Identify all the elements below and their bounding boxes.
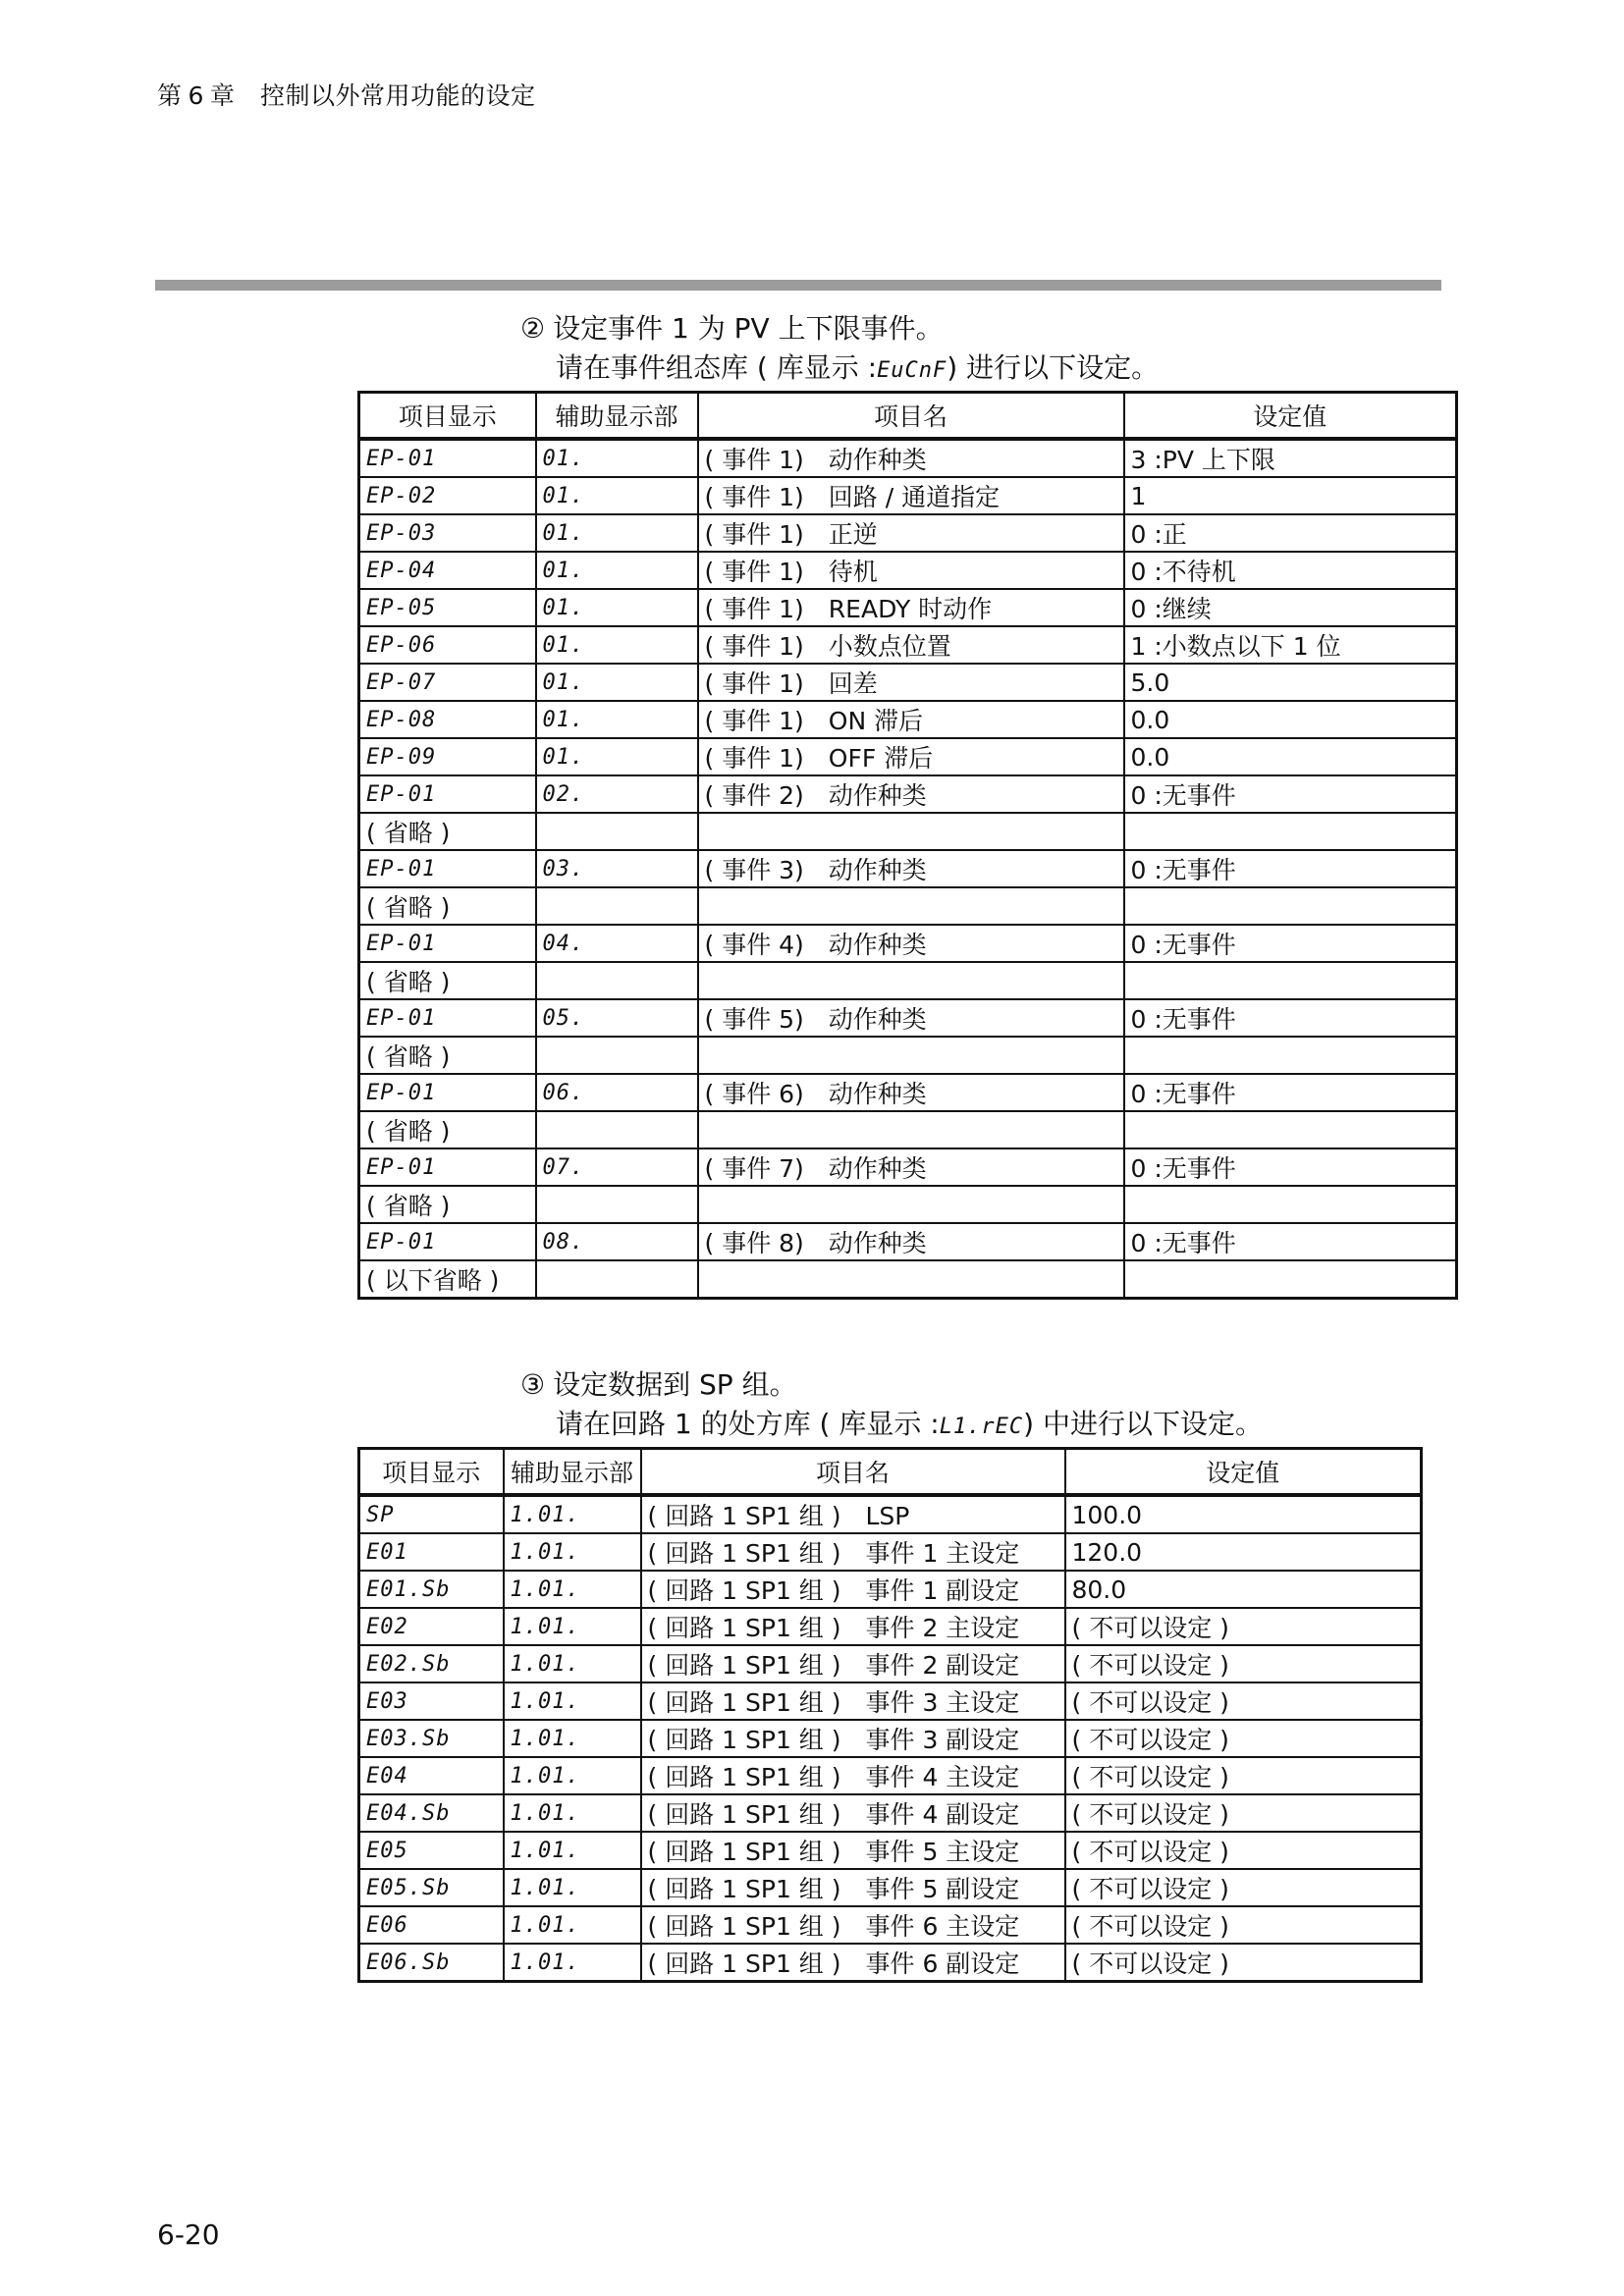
- setting-value-cell: 0 :无事件: [1124, 850, 1457, 887]
- item-name-cell: ( 事件 1) OFF 滞后: [698, 738, 1124, 775]
- table-row: [359, 1495, 1422, 1533]
- aux-display-cell: 1.01.: [504, 1720, 641, 1757]
- table-row: [359, 1720, 1422, 1757]
- aux-display-cell: [536, 813, 698, 850]
- column-header: 辅助显示部: [536, 393, 698, 440]
- setting-value-cell: 100.0: [1065, 1495, 1422, 1533]
- item-name-cell: ( 事件 1) 待机: [698, 552, 1124, 589]
- setting-value-cell: ( 不可以设定 ): [1065, 1944, 1422, 1982]
- column-header: 项目名: [698, 393, 1124, 440]
- aux-display-cell: 01.: [536, 589, 698, 626]
- table-row: [359, 439, 1457, 477]
- aux-display-cell: 01.: [536, 626, 698, 664]
- table-header-row: [359, 1449, 1422, 1496]
- setting-value-cell: 0 :无事件: [1124, 925, 1457, 962]
- table-row: [359, 1148, 1457, 1186]
- aux-display-cell: 08.: [536, 1223, 698, 1260]
- item-display-cell: E01: [359, 1533, 504, 1571]
- item-name-cell: ( 事件 7) 动作种类: [698, 1148, 1124, 1186]
- table-row: [359, 1832, 1422, 1869]
- item-display-cell: E05.Sb: [359, 1869, 504, 1906]
- aux-display-cell: 1.01.: [504, 1757, 641, 1794]
- table-row: [359, 813, 1457, 850]
- column-header: 项目显示: [359, 1449, 504, 1496]
- setting-value-cell: 0.0: [1124, 701, 1457, 738]
- chapter-header: [157, 77, 535, 112]
- setting-value-cell: [1124, 887, 1457, 925]
- item-name-cell: ( 事件 1) ON 滞后: [698, 701, 1124, 738]
- aux-display-cell: 01.: [536, 514, 698, 552]
- item-display-cell: E02.Sb: [359, 1645, 504, 1682]
- aux-display-cell: 07.: [536, 1148, 698, 1186]
- item-display-cell: EP-04: [359, 552, 536, 589]
- aux-display-cell: 05.: [536, 999, 698, 1037]
- item-display-cell: ( 省略 ): [359, 813, 536, 850]
- chapter-suffix: 章: [209, 81, 236, 110]
- setting-value-cell: [1124, 962, 1457, 999]
- aux-display-cell: 04.: [536, 925, 698, 962]
- item-name-cell: ( 回路 1 SP1 组 ) 事件 1 副设定: [641, 1571, 1065, 1608]
- column-header: 设定值: [1065, 1449, 1422, 1496]
- item-display-cell: ( 以下省略 ): [359, 1260, 536, 1299]
- setting-value-cell: 0 :继续: [1124, 589, 1457, 626]
- item-display-cell: ( 省略 ): [359, 887, 536, 925]
- aux-display-cell: [536, 887, 698, 925]
- item-display-cell: ( 省略 ): [359, 1186, 536, 1223]
- table-row: [359, 1571, 1422, 1608]
- setting-value-cell: 3 :PV 上下限: [1124, 439, 1457, 477]
- item-display-cell: EP-01: [359, 999, 536, 1037]
- item-name-cell: ( 回路 1 SP1 组 ) 事件 3 主设定: [641, 1682, 1065, 1720]
- table-row: [359, 626, 1457, 664]
- table-row: [359, 1037, 1457, 1074]
- column-header: 辅助显示部: [504, 1449, 641, 1496]
- sp-group-table: [357, 1447, 1423, 1983]
- setting-value-cell: ( 不可以设定 ): [1065, 1832, 1422, 1869]
- item-name-cell: ( 事件 1) 正逆: [698, 514, 1124, 552]
- item-display-cell: E02: [359, 1608, 504, 1645]
- aux-display-cell: 1.01.: [504, 1944, 641, 1982]
- aux-display-cell: [536, 1037, 698, 1074]
- item-name-cell: ( 事件 5) 动作种类: [698, 999, 1124, 1037]
- item-display-cell: E06.Sb: [359, 1944, 504, 1982]
- chapter-number: 6: [188, 81, 204, 110]
- table-row: [359, 925, 1457, 962]
- aux-display-cell: 02.: [536, 775, 698, 813]
- item-display-cell: EP-09: [359, 738, 536, 775]
- setting-value-cell: 0 :无事件: [1124, 775, 1457, 813]
- item-name-cell: ( 事件 1) 回路 / 通道指定: [698, 477, 1124, 514]
- setting-value-cell: [1124, 1037, 1457, 1074]
- event-config-table: [357, 391, 1458, 1300]
- item-name-cell: [698, 1111, 1124, 1148]
- step3-instruction-before: 请在回路 1 的处方库 ( 库显示 :: [556, 1408, 940, 1440]
- aux-display-cell: 1.01.: [504, 1533, 641, 1571]
- item-name-cell: ( 事件 1) 回差: [698, 664, 1124, 701]
- item-name-cell: [698, 1260, 1124, 1299]
- item-display-cell: E04: [359, 1757, 504, 1794]
- item-display-cell: ( 省略 ): [359, 1037, 536, 1074]
- item-name-cell: ( 回路 1 SP1 组 ) 事件 5 主设定: [641, 1832, 1065, 1869]
- setting-value-cell: 120.0: [1065, 1533, 1422, 1571]
- table-row: [359, 1794, 1422, 1832]
- aux-display-cell: 01.: [536, 477, 698, 514]
- table-row: [359, 775, 1457, 813]
- table-row: [359, 701, 1457, 738]
- table-row: [359, 850, 1457, 887]
- item-display-cell: EP-06: [359, 626, 536, 664]
- step2-marker: ②: [520, 312, 546, 345]
- setting-value-cell: 0 :正: [1124, 514, 1457, 552]
- setting-value-cell: ( 不可以设定 ): [1065, 1794, 1422, 1832]
- item-display-cell: EP-01: [359, 439, 536, 477]
- table-row: [359, 738, 1457, 775]
- item-name-cell: ( 事件 3) 动作种类: [698, 850, 1124, 887]
- aux-display-cell: [536, 1260, 698, 1299]
- step2-library-display: EuCnF: [877, 358, 947, 383]
- aux-display-cell: [536, 1186, 698, 1223]
- item-name-cell: ( 事件 1) READY 时动作: [698, 589, 1124, 626]
- aux-display-cell: 06.: [536, 1074, 698, 1111]
- table-row: [359, 1944, 1422, 1982]
- item-display-cell: E01.Sb: [359, 1571, 504, 1608]
- setting-value-cell: ( 不可以设定 ): [1065, 1906, 1422, 1944]
- page-number: 6-20: [157, 2218, 220, 2251]
- item-display-cell: EP-07: [359, 664, 536, 701]
- table-row: [359, 1645, 1422, 1682]
- setting-value-cell: ( 不可以设定 ): [1065, 1720, 1422, 1757]
- table-header-row: [359, 393, 1457, 440]
- item-name-cell: ( 回路 1 SP1 组 ) 事件 6 主设定: [641, 1906, 1065, 1944]
- item-display-cell: EP-01: [359, 1148, 536, 1186]
- item-name-cell: ( 事件 1) 动作种类: [698, 439, 1124, 477]
- setting-value-cell: 0 :不待机: [1124, 552, 1457, 589]
- setting-value-cell: [1124, 1186, 1457, 1223]
- setting-value-cell: [1124, 813, 1457, 850]
- step2-instruction-after: ) 进行以下设定。: [947, 351, 1160, 384]
- aux-display-cell: 1.01.: [504, 1571, 641, 1608]
- setting-value-cell: 5.0: [1124, 664, 1457, 701]
- item-name-cell: [698, 1186, 1124, 1223]
- item-name-cell: ( 回路 1 SP1 组 ) 事件 4 副设定: [641, 1794, 1065, 1832]
- item-display-cell: ( 省略 ): [359, 1111, 536, 1148]
- table-row: [359, 962, 1457, 999]
- item-display-cell: E03: [359, 1682, 504, 1720]
- aux-display-cell: 03.: [536, 850, 698, 887]
- item-name-cell: [698, 887, 1124, 925]
- aux-display-cell: 01.: [536, 552, 698, 589]
- aux-display-cell: 1.01.: [504, 1906, 641, 1944]
- item-name-cell: ( 事件 2) 动作种类: [698, 775, 1124, 813]
- setting-value-cell: 1 :小数点以下 1 位: [1124, 626, 1457, 664]
- item-name-cell: [698, 813, 1124, 850]
- item-display-cell: EP-08: [359, 701, 536, 738]
- table-row: [359, 1682, 1422, 1720]
- item-name-cell: [698, 1037, 1124, 1074]
- aux-display-cell: [536, 1111, 698, 1148]
- section-divider: [155, 280, 1441, 291]
- table-row: [359, 514, 1457, 552]
- setting-value-cell: ( 不可以设定 ): [1065, 1645, 1422, 1682]
- setting-value-cell: 0 :无事件: [1124, 1223, 1457, 1260]
- aux-display-cell: 01.: [536, 439, 698, 477]
- setting-value-cell: ( 不可以设定 ): [1065, 1757, 1422, 1794]
- item-display-cell: SP: [359, 1495, 504, 1533]
- table-row: [359, 477, 1457, 514]
- step2-title: [520, 310, 944, 347]
- table-row: [359, 589, 1457, 626]
- item-display-cell: EP-05: [359, 589, 536, 626]
- item-name-cell: ( 事件 8) 动作种类: [698, 1223, 1124, 1260]
- setting-value-cell: 80.0: [1065, 1571, 1422, 1608]
- chapter-prefix: 第: [157, 81, 183, 110]
- item-name-cell: ( 事件 1) 小数点位置: [698, 626, 1124, 664]
- aux-display-cell: 01.: [536, 664, 698, 701]
- item-name-cell: ( 回路 1 SP1 组 ) 事件 4 主设定: [641, 1757, 1065, 1794]
- setting-value-cell: [1124, 1111, 1457, 1148]
- aux-display-cell: 1.01.: [504, 1869, 641, 1906]
- column-header: 设定值: [1124, 393, 1457, 440]
- setting-value-cell: ( 不可以设定 ): [1065, 1682, 1422, 1720]
- item-display-cell: EP-01: [359, 850, 536, 887]
- setting-value-cell: 0.0: [1124, 738, 1457, 775]
- table-row: [359, 552, 1457, 589]
- item-display-cell: EP-01: [359, 775, 536, 813]
- table-row: [359, 1074, 1457, 1111]
- item-name-cell: ( 事件 6) 动作种类: [698, 1074, 1124, 1111]
- step2-instruction-before: 请在事件组态库 ( 库显示 :: [556, 351, 878, 384]
- item-name-cell: ( 回路 1 SP1 组 ) 事件 2 主设定: [641, 1608, 1065, 1645]
- table-row: [359, 1260, 1457, 1299]
- aux-display-cell: 01.: [536, 738, 698, 775]
- setting-value-cell: ( 不可以设定 ): [1065, 1608, 1422, 1645]
- aux-display-cell: 1.01.: [504, 1645, 641, 1682]
- chapter-title: 控制以外常用功能的设定: [259, 81, 536, 110]
- aux-display-cell: 1.01.: [504, 1794, 641, 1832]
- table-row: [359, 887, 1457, 925]
- item-name-cell: ( 回路 1 SP1 组 ) LSP: [641, 1495, 1065, 1533]
- table-row: [359, 1906, 1422, 1944]
- table-row: [359, 1608, 1422, 1645]
- item-name-cell: [698, 962, 1124, 999]
- step2-instruction: [556, 349, 1159, 390]
- step3-instruction-after: ) 中进行以下设定。: [1023, 1408, 1263, 1440]
- step3-library-display: L1.rEC: [939, 1415, 1024, 1439]
- aux-display-cell: 01.: [536, 701, 698, 738]
- setting-value-cell: 0 :无事件: [1124, 1148, 1457, 1186]
- step3-instruction: [556, 1406, 1263, 1446]
- aux-display-cell: 1.01.: [504, 1495, 641, 1533]
- table-row: [359, 1111, 1457, 1148]
- table-row: [359, 1869, 1422, 1906]
- item-display-cell: E04.Sb: [359, 1794, 504, 1832]
- table-row: [359, 1757, 1422, 1794]
- table-row: [359, 999, 1457, 1037]
- aux-display-cell: 1.01.: [504, 1608, 641, 1645]
- table-row: [359, 1223, 1457, 1260]
- item-display-cell: E03.Sb: [359, 1720, 504, 1757]
- column-header: 项目显示: [359, 393, 536, 440]
- setting-value-cell: 1: [1124, 477, 1457, 514]
- column-header: 项目名: [641, 1449, 1065, 1496]
- setting-value-cell: ( 不可以设定 ): [1065, 1869, 1422, 1906]
- step3-marker: ③: [520, 1368, 546, 1401]
- step3-title: [520, 1366, 797, 1404]
- setting-value-cell: 0 :无事件: [1124, 999, 1457, 1037]
- item-name-cell: ( 事件 4) 动作种类: [698, 925, 1124, 962]
- table-row: [359, 1533, 1422, 1571]
- item-display-cell: ( 省略 ): [359, 962, 536, 999]
- item-name-cell: ( 回路 1 SP1 组 ) 事件 2 副设定: [641, 1645, 1065, 1682]
- step3-title-text: 设定数据到 SP 组。: [553, 1368, 797, 1401]
- item-display-cell: EP-01: [359, 1074, 536, 1111]
- item-display-cell: E05: [359, 1832, 504, 1869]
- item-name-cell: ( 回路 1 SP1 组 ) 事件 6 副设定: [641, 1944, 1065, 1982]
- item-display-cell: E06: [359, 1906, 504, 1944]
- item-display-cell: EP-01: [359, 925, 536, 962]
- aux-display-cell: [536, 962, 698, 999]
- aux-display-cell: 1.01.: [504, 1682, 641, 1720]
- table-row: [359, 1186, 1457, 1223]
- setting-value-cell: [1124, 1260, 1457, 1299]
- item-display-cell: EP-02: [359, 477, 536, 514]
- step2-title-text: 设定事件 1 为 PV 上下限事件。: [553, 312, 944, 345]
- table-row: [359, 664, 1457, 701]
- aux-display-cell: 1.01.: [504, 1832, 641, 1869]
- item-name-cell: ( 回路 1 SP1 组 ) 事件 1 主设定: [641, 1533, 1065, 1571]
- item-display-cell: EP-01: [359, 1223, 536, 1260]
- item-name-cell: ( 回路 1 SP1 组 ) 事件 5 副设定: [641, 1869, 1065, 1906]
- setting-value-cell: 0 :无事件: [1124, 1074, 1457, 1111]
- item-display-cell: EP-03: [359, 514, 536, 552]
- item-name-cell: ( 回路 1 SP1 组 ) 事件 3 副设定: [641, 1720, 1065, 1757]
